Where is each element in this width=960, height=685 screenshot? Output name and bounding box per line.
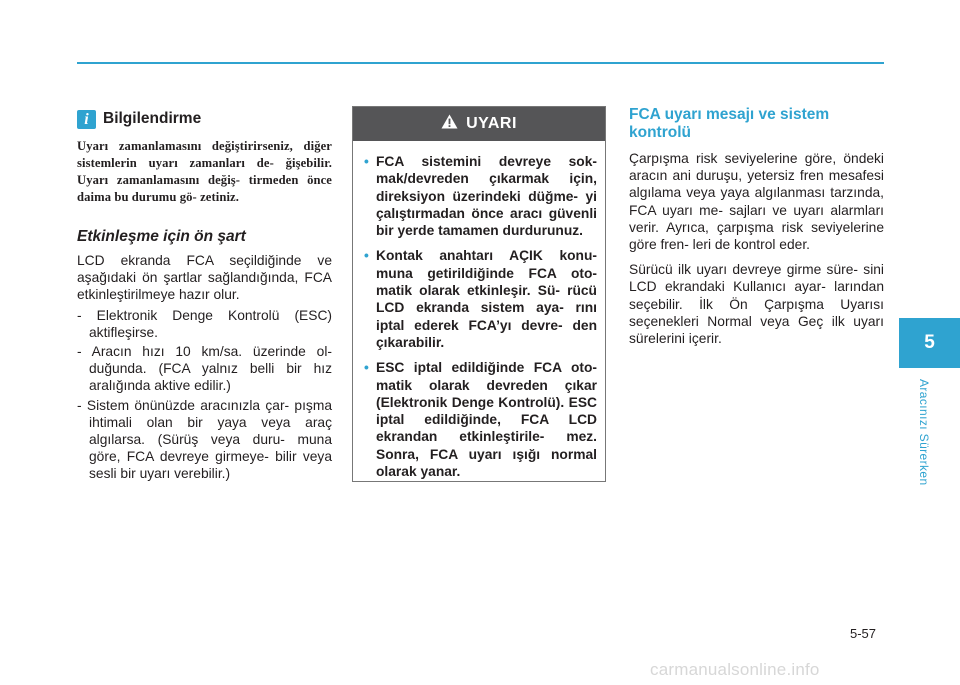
chapter-number-tab: 5	[899, 318, 960, 368]
chapter-label	[914, 372, 934, 492]
info-body: Uyarı zamanlamasını değiştirirseniz, diğer sistemlerin uyarı zamanları de- ğişebilir. Uyarı zamanlamasını değiş- tirmeden önce daima bu durumu gö- zetiniz.	[77, 139, 332, 204]
list-item	[364, 153, 597, 239]
activation-title: Etkinleşme için ön şart	[77, 228, 246, 245]
fca-paragraph: Çarpışma risk seviyelerine göre, öndeki aracın ani duruşu, yetersiz fren mesafesi algılama veya yaya algılanması tarzında, FCA uyarı me- sajları ve uyarı alarmları verir. Ayrıca, çarpışma risk seviyelerine göre fren- leri de kontrol eder.	[629, 151, 884, 253]
list-item: - Elektronik Denge Kontrolü (ESC) aktifleşirse.	[77, 307, 332, 340]
warning-header	[353, 107, 605, 141]
right-column	[629, 106, 884, 347]
page-number: 5-57	[850, 626, 877, 641]
info-title: Bilgilendirme	[103, 110, 202, 127]
warning-title: UYARI	[466, 115, 517, 132]
warning-item-text: FCA sistemini devreye sok- mak/devreden çıkarmak için, direksiyon üzerindeki düğme- yi çalıştırmadan önce aracı güvenli bir yerde tamamen durdurunuz.	[376, 154, 597, 239]
warning-item-text: ESC iptal edildiğinde FCA oto- matik olarak devreden çıkar (Elektronik Denge Kontrolü). ESC iptal edildiğinde, FCA LCD ekrandan etkinleştirile- mez. Sonra, FCA uyarı ışığı normal olarak yanar.	[376, 360, 597, 480]
list-item	[364, 247, 597, 351]
top-rule	[77, 62, 884, 64]
list-item: - Aracın hızı 10 km/sa. üzerinde ol- duğunda. (FCA yalnız belli bir hız aralığında aktive edilir.)	[77, 344, 332, 394]
warning-list	[353, 153, 605, 480]
bullet-dot: •	[364, 248, 369, 264]
left-column	[77, 108, 332, 485]
bullet-dot: •	[364, 154, 369, 169]
activation-list	[77, 307, 332, 483]
chapter-label-text: Aracınızı Sürerken	[917, 378, 931, 486]
activation-intro: LCD ekranda FCA seçildiğinde ve aşağıdaki ön şartlar sağlandığında, FCA etkinleştirilmeye hazır olur.	[77, 253, 332, 303]
list-item	[364, 359, 597, 480]
fca-paragraph: Sürücü ilk uyarı devreye girme süre- sini LCD ekrandaki Kullanıcı ayar- larından seçebilir. İlk Ön Çarpışma Uyarısı seçenekleri Normal veya Geç ilk uyarı sürelerini içerir.	[629, 262, 884, 347]
watermark: carmanualsonline.info	[650, 660, 820, 679]
list-item: - Sistem önünüzde aracınızla çar- pışma ihtimali olan bir yaya veya araç algılarsa. (Sürüş veya duru- muna göre, FCA devreye girmeye- bilir veya sesli bir uyarı verebilir.)	[77, 397, 332, 482]
warning-triangle-icon	[441, 114, 458, 134]
info-header	[77, 108, 332, 130]
warning-item-text: Kontak anahtarı AÇIK konu- muna getirildiğinde FCA oto- matik olarak etkinleşir. Sü- rücü LCD ekranda sistem aya- rını iptal ederek FCA’yı devre- den çıkarabilir.	[376, 248, 597, 350]
warning-box	[352, 106, 606, 482]
info-icon: i	[77, 110, 96, 129]
bullet-dot: •	[364, 360, 369, 376]
fca-section-title: FCA uyarı mesajı ve sistem kontrolü	[629, 106, 830, 141]
